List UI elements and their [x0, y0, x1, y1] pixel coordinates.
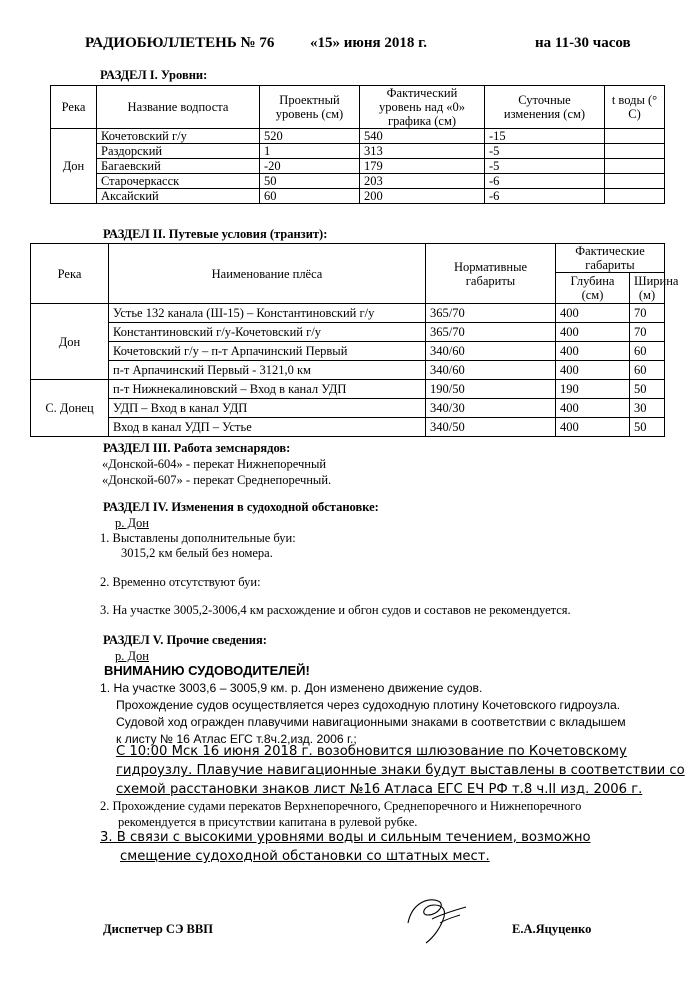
section-3-heading: РАЗДЕЛ III. Работа земснарядов:: [103, 441, 291, 455]
width-cell: 50: [630, 380, 665, 399]
notice-paragraph-3: [100, 828, 591, 866]
normative-cell: 340/30: [426, 399, 556, 418]
col-actual-level: Фактический уровень над «0» графика (см): [360, 86, 485, 129]
section-1-heading: РАЗДЕЛ I. Уровни:: [100, 68, 208, 82]
temp-cell: [605, 129, 665, 144]
change-item-1: 1. Выставлены дополнительные буи:: [100, 531, 296, 545]
actual-cell: 313: [360, 144, 485, 159]
col-river: Река: [31, 244, 109, 304]
river-subheading: р. Дон: [115, 649, 149, 663]
project-cell: 50: [260, 174, 360, 189]
col-normative: Нормативные габариты: [426, 244, 556, 304]
dispatcher-label: Диспетчер СЭ ВВП: [103, 922, 213, 936]
change-cell: -15: [485, 129, 605, 144]
normative-cell: 340/50: [426, 418, 556, 437]
change-cell: -5: [485, 144, 605, 159]
table-row: [51, 174, 665, 189]
col-water-temp: t воды (° С): [605, 86, 665, 129]
notice-line: 2. Прохождение судами перекатов Верхнепоречного, Среднепоречного и Нижнепоречного: [100, 799, 582, 813]
table-row: [31, 304, 665, 323]
actual-cell: 203: [360, 174, 485, 189]
bulletin-time: на 11-30 часов: [535, 35, 631, 51]
project-cell: -20: [260, 159, 360, 174]
depth-cell: 190: [556, 380, 630, 399]
bulletin-title: РАДИОБЮЛЛЕТЕНЬ № 76: [85, 35, 275, 51]
depth-cell: 400: [556, 399, 630, 418]
width-cell: 60: [630, 342, 665, 361]
temp-cell: [605, 159, 665, 174]
notice-line: С 10:00 Мск 16 июня 2018 г. возобновится шлюзование по Кочетовскому: [116, 744, 627, 759]
actual-cell: 179: [360, 159, 485, 174]
col-daily-change: Суточные изменения (см): [485, 86, 605, 129]
actual-cell: 200: [360, 189, 485, 204]
depth-cell: 400: [556, 342, 630, 361]
temp-cell: [605, 144, 665, 159]
table-row: [31, 342, 665, 361]
depth-cell: 400: [556, 418, 630, 437]
notice-line: смещение судоходной обстановки со штатных мест.: [120, 849, 490, 864]
station-cell: Раздорский: [97, 144, 260, 159]
station-cell: Аксайский: [97, 189, 260, 204]
width-cell: 70: [630, 323, 665, 342]
normative-cell: 340/60: [426, 361, 556, 380]
normative-cell: 340/60: [426, 342, 556, 361]
table-row: [31, 399, 665, 418]
table-row: [31, 361, 665, 380]
change-item-2: 2. Временно отсутствуют буи:: [100, 575, 261, 589]
actual-cell: 540: [360, 129, 485, 144]
col-reach: Наименование плёса: [109, 244, 426, 304]
section-4-heading: РАЗДЕЛ IV. Изменения в судоходной обстановке:: [103, 500, 379, 514]
attention-heading: ВНИМАНИЮ СУДОВОДИТЕЛЕЙ!: [104, 663, 310, 678]
temp-cell: [605, 174, 665, 189]
bulletin-date: «15» июня 2018 г.: [310, 35, 427, 51]
reach-cell: Устье 132 канала (Ш-15) – Константиновский г/у: [109, 304, 426, 323]
signature-icon: [398, 893, 472, 945]
normative-cell: 365/70: [426, 323, 556, 342]
notice-paragraph-2: [100, 798, 581, 830]
col-depth: Глубина (см): [556, 273, 630, 304]
normative-cell: 365/70: [426, 304, 556, 323]
width-cell: 50: [630, 418, 665, 437]
table-row: [31, 418, 665, 437]
change-cell: -5: [485, 159, 605, 174]
project-cell: 60: [260, 189, 360, 204]
notice-line: 1. На участке 3003,6 – 3005,9 км. р. Дон изменено движение судов.: [100, 681, 483, 695]
notice-paragraph-1: [100, 680, 626, 748]
notice-line: схемой расстановки знаков лист №16 Атласа ЕГС ЕЧ РФ т.8 ч.II изд. 2006 г.: [116, 782, 643, 797]
depth-cell: 400: [556, 361, 630, 380]
river-subheading: р. Дон: [115, 516, 149, 530]
width-cell: 70: [630, 304, 665, 323]
route-conditions-table: [30, 243, 679, 437]
reach-cell: п-т Нижнекалиновский – Вход в канал УДП: [109, 380, 426, 399]
reach-cell: УДП – Вход в канал УДП: [109, 399, 426, 418]
table-row: [51, 189, 665, 204]
width-cell: 30: [630, 399, 665, 418]
station-cell: Старочеркасск: [97, 174, 260, 189]
section-2-heading: РАЗДЕЛ II. Путевые условия (транзит):: [103, 227, 328, 241]
change-cell: -6: [485, 174, 605, 189]
station-cell: Кочетовский г/у: [97, 129, 260, 144]
table-row: [51, 159, 665, 174]
levels-table: [50, 85, 665, 204]
project-cell: 1: [260, 144, 360, 159]
col-station: Название водпоста: [97, 86, 260, 129]
river-cell: С. Донец: [31, 380, 109, 437]
table-row: [51, 129, 665, 144]
project-cell: 520: [260, 129, 360, 144]
notice-line: к листу № 16 Атлас ЕГС т.8ч.2,изд. 2006 г.;: [116, 732, 357, 746]
river-cell: Дон: [51, 129, 97, 204]
col-river: Река: [51, 86, 97, 129]
table-row: [31, 380, 665, 399]
levels-header-row: [51, 86, 665, 129]
table-row: [31, 323, 665, 342]
change-item-1-detail: 3015,2 км белый без номера.: [121, 546, 273, 560]
dredger-line: «Донской-607» - перекат Среднепоречный.: [102, 473, 332, 487]
depth-cell: 400: [556, 323, 630, 342]
col-project-level: Проектный уровень (см): [260, 86, 360, 129]
reach-cell: п-т Арпачинский Первый - 3121,0 км: [109, 361, 426, 380]
section-5-heading: РАЗДЕЛ V. Прочие сведения:: [103, 633, 267, 647]
table-row: [51, 144, 665, 159]
depth-cell: 400: [556, 304, 630, 323]
normative-cell: 190/50: [426, 380, 556, 399]
reach-cell: Кочетовский г/у – п-т Арпачинский Первый: [109, 342, 426, 361]
col-width: Ширина (м): [630, 273, 665, 304]
change-item-3: 3. На участке 3005,2-3006,4 км расхождение и обгон судов и составов не рекомендуется.: [100, 603, 571, 617]
notice-line: Судовой ход огражден плавучими навигационными знаками в соответствии с вкладышем: [116, 715, 626, 729]
lock-resume-notice: [116, 742, 685, 799]
station-cell: Багаевский: [97, 159, 260, 174]
change-cell: -6: [485, 189, 605, 204]
width-cell: 60: [630, 361, 665, 380]
notice-line: рекомендуется в присутствии капитана в рулевой рубке.: [118, 815, 418, 829]
river-cell: Дон: [31, 304, 109, 380]
notice-line: гидроузлу. Плавучие навигационные знаки будут выставлены в соответствии со: [116, 763, 685, 778]
dredger-line: «Донской-604» - перекат Нижнепоречный: [102, 457, 327, 471]
reach-cell: Вход в канал УДП – Устье: [109, 418, 426, 437]
reach-cell: Константиновский г/у-Кочетовский г/у: [109, 323, 426, 342]
temp-cell: [605, 189, 665, 204]
notice-line: Прохождение судов осуществляется через судоходную плотину Кочетовского гидроузла.: [116, 698, 621, 712]
col-actual-dimensions: Фактические габариты: [556, 244, 665, 273]
notice-line: 3. В связи с высокими уровнями воды и сильным течением, возможно: [100, 830, 591, 845]
signatory-name: Е.А.Яцуценко: [512, 922, 592, 936]
route-header-row-1: [31, 244, 665, 273]
